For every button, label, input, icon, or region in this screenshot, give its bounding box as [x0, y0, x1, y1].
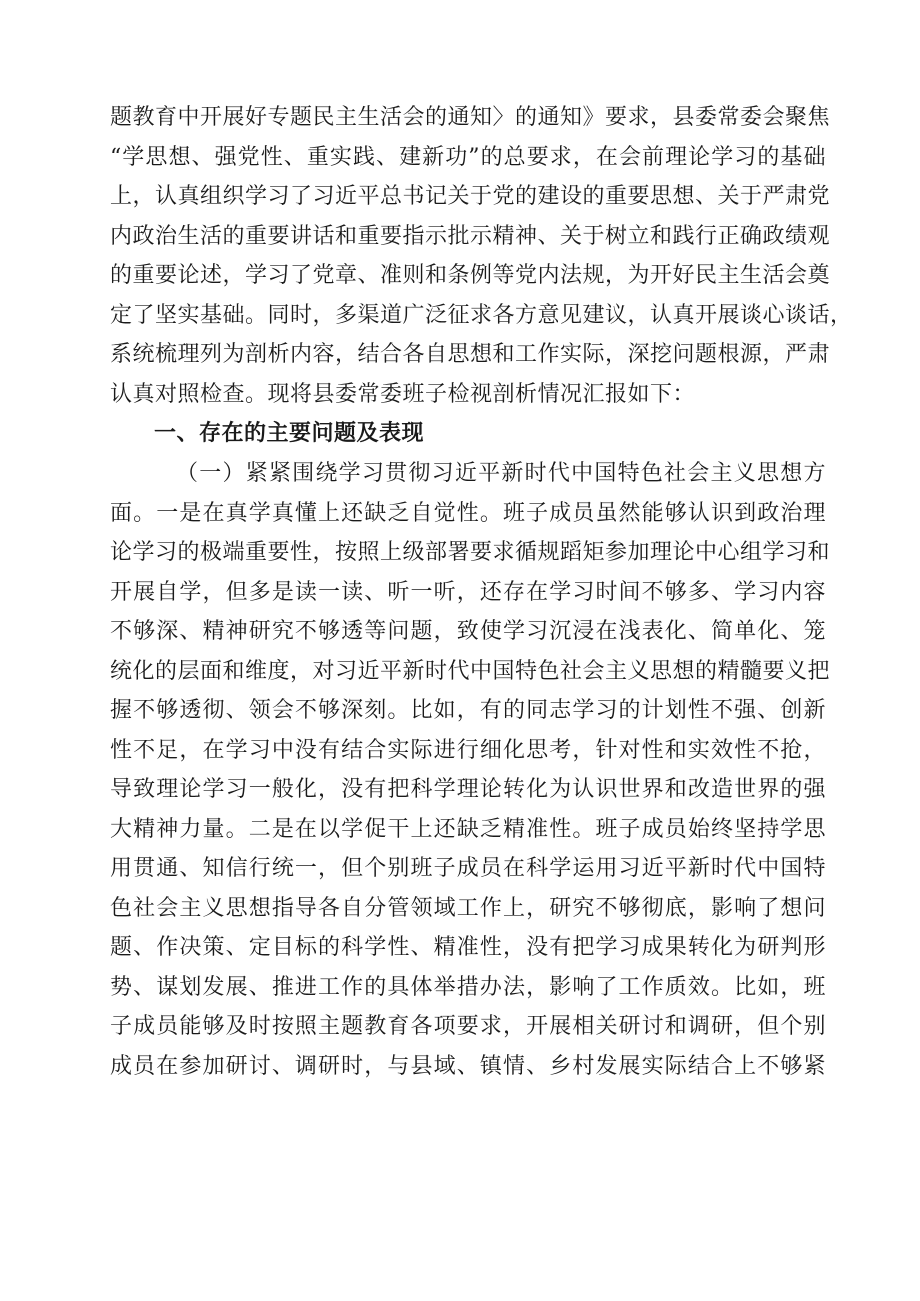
text-line: 子成员能够及时按照主题教育各项要求，开展相关研讨和调研，但个别: [110, 1014, 826, 1039]
text-line: （一）紧紧围绕学习贯彻习近平新时代中国特色社会主义思想方: [176, 461, 826, 486]
text-line: 开展自学，但多是读一读、听一听，还存在学习时间不够多、学习内容: [110, 579, 826, 605]
text-line: 题、作决策、定目标的科学性、精准性，没有把学习成果转化为研判形: [110, 935, 826, 960]
paragraph-section-1: [110, 454, 831, 1086]
text-line: 性不足，在学习中没有结合实际进行细化思考，针对性和实效性不抢，: [110, 737, 826, 763]
text-line: 成员在参加研讨、调研时，与县域、镇情、乡村发展实际结合上不够紧: [110, 1053, 826, 1079]
text-line: 内政治生活的重要讲话和重要指示批示精神、关于树立和践行正确政绩观: [110, 223, 831, 249]
text-line: 色社会主义思想指导各自分管领域工作上，研究不够彻底，影响了想问: [110, 895, 826, 921]
text-line: 用贯通、知信行统一，但个别班子成员在科学运用习近平新时代中国特: [110, 856, 826, 881]
section-heading: 一、存在的主要问题及表现: [154, 421, 425, 446]
text-line: 统化的层面和维度，对习近平新时代中国特色社会主义思想的精髓要义把: [110, 658, 831, 684]
text-line: 上，认真组织学习了习近平总书记关于党的建设的重要思想、关于严肃党: [110, 184, 831, 209]
paragraph-intro: [110, 98, 853, 414]
text-line: 系统梳理列为剖析内容，结合各自思想和工作实际，深挖问题根源，严肃: [110, 342, 831, 367]
text-line: 题教育中开展好专题民主生活会的通知〉的通知》要求，县委常委会聚焦: [110, 105, 831, 130]
text-line: 势、谋划发展、推进工作的具体举措办法，影响了工作质效。比如，班: [110, 974, 826, 1000]
document-body: [110, 98, 853, 1086]
text-line: 认真对照检查。现将县委常委班子检视剖析情况汇报如下：: [110, 381, 696, 407]
text-line: 论学习的极端重要性，按照上级部署要求循规蹈矩参加理论中心组学习和: [110, 540, 831, 565]
text-line: 不够深、精神研究不够透等问题，致使学习沉浸在浅表化、简单化、笼: [110, 619, 826, 644]
text-line: 导致理论学习一般化，没有把科学理论转化为认识世界和改造世界的强: [110, 777, 826, 802]
text-line: 面。一是在真学真懂上还缺乏自觉性。班子成员虽然能够认识到政治理: [110, 500, 826, 526]
text-line: “学思想、强党性、重实践、建新功”的总要求，在会前理论学习的基础: [110, 144, 826, 170]
text-line: 握不够透彻、领会不够深刻。比如，有的同志学习的计划性不强、创新: [110, 698, 826, 723]
text-line: 的重要论述，学习了党章、准则和条例等党内法规，为开好民主生活会奠: [110, 263, 831, 288]
text-line: 大精神力量。二是在以学促干上还缺乏精准性。班子成员始终坚持学思: [110, 816, 826, 842]
text-line: 定了坚实基础。同时，多渠道广泛征求各方意见建议，认真开展谈心谈话，: [110, 302, 853, 328]
